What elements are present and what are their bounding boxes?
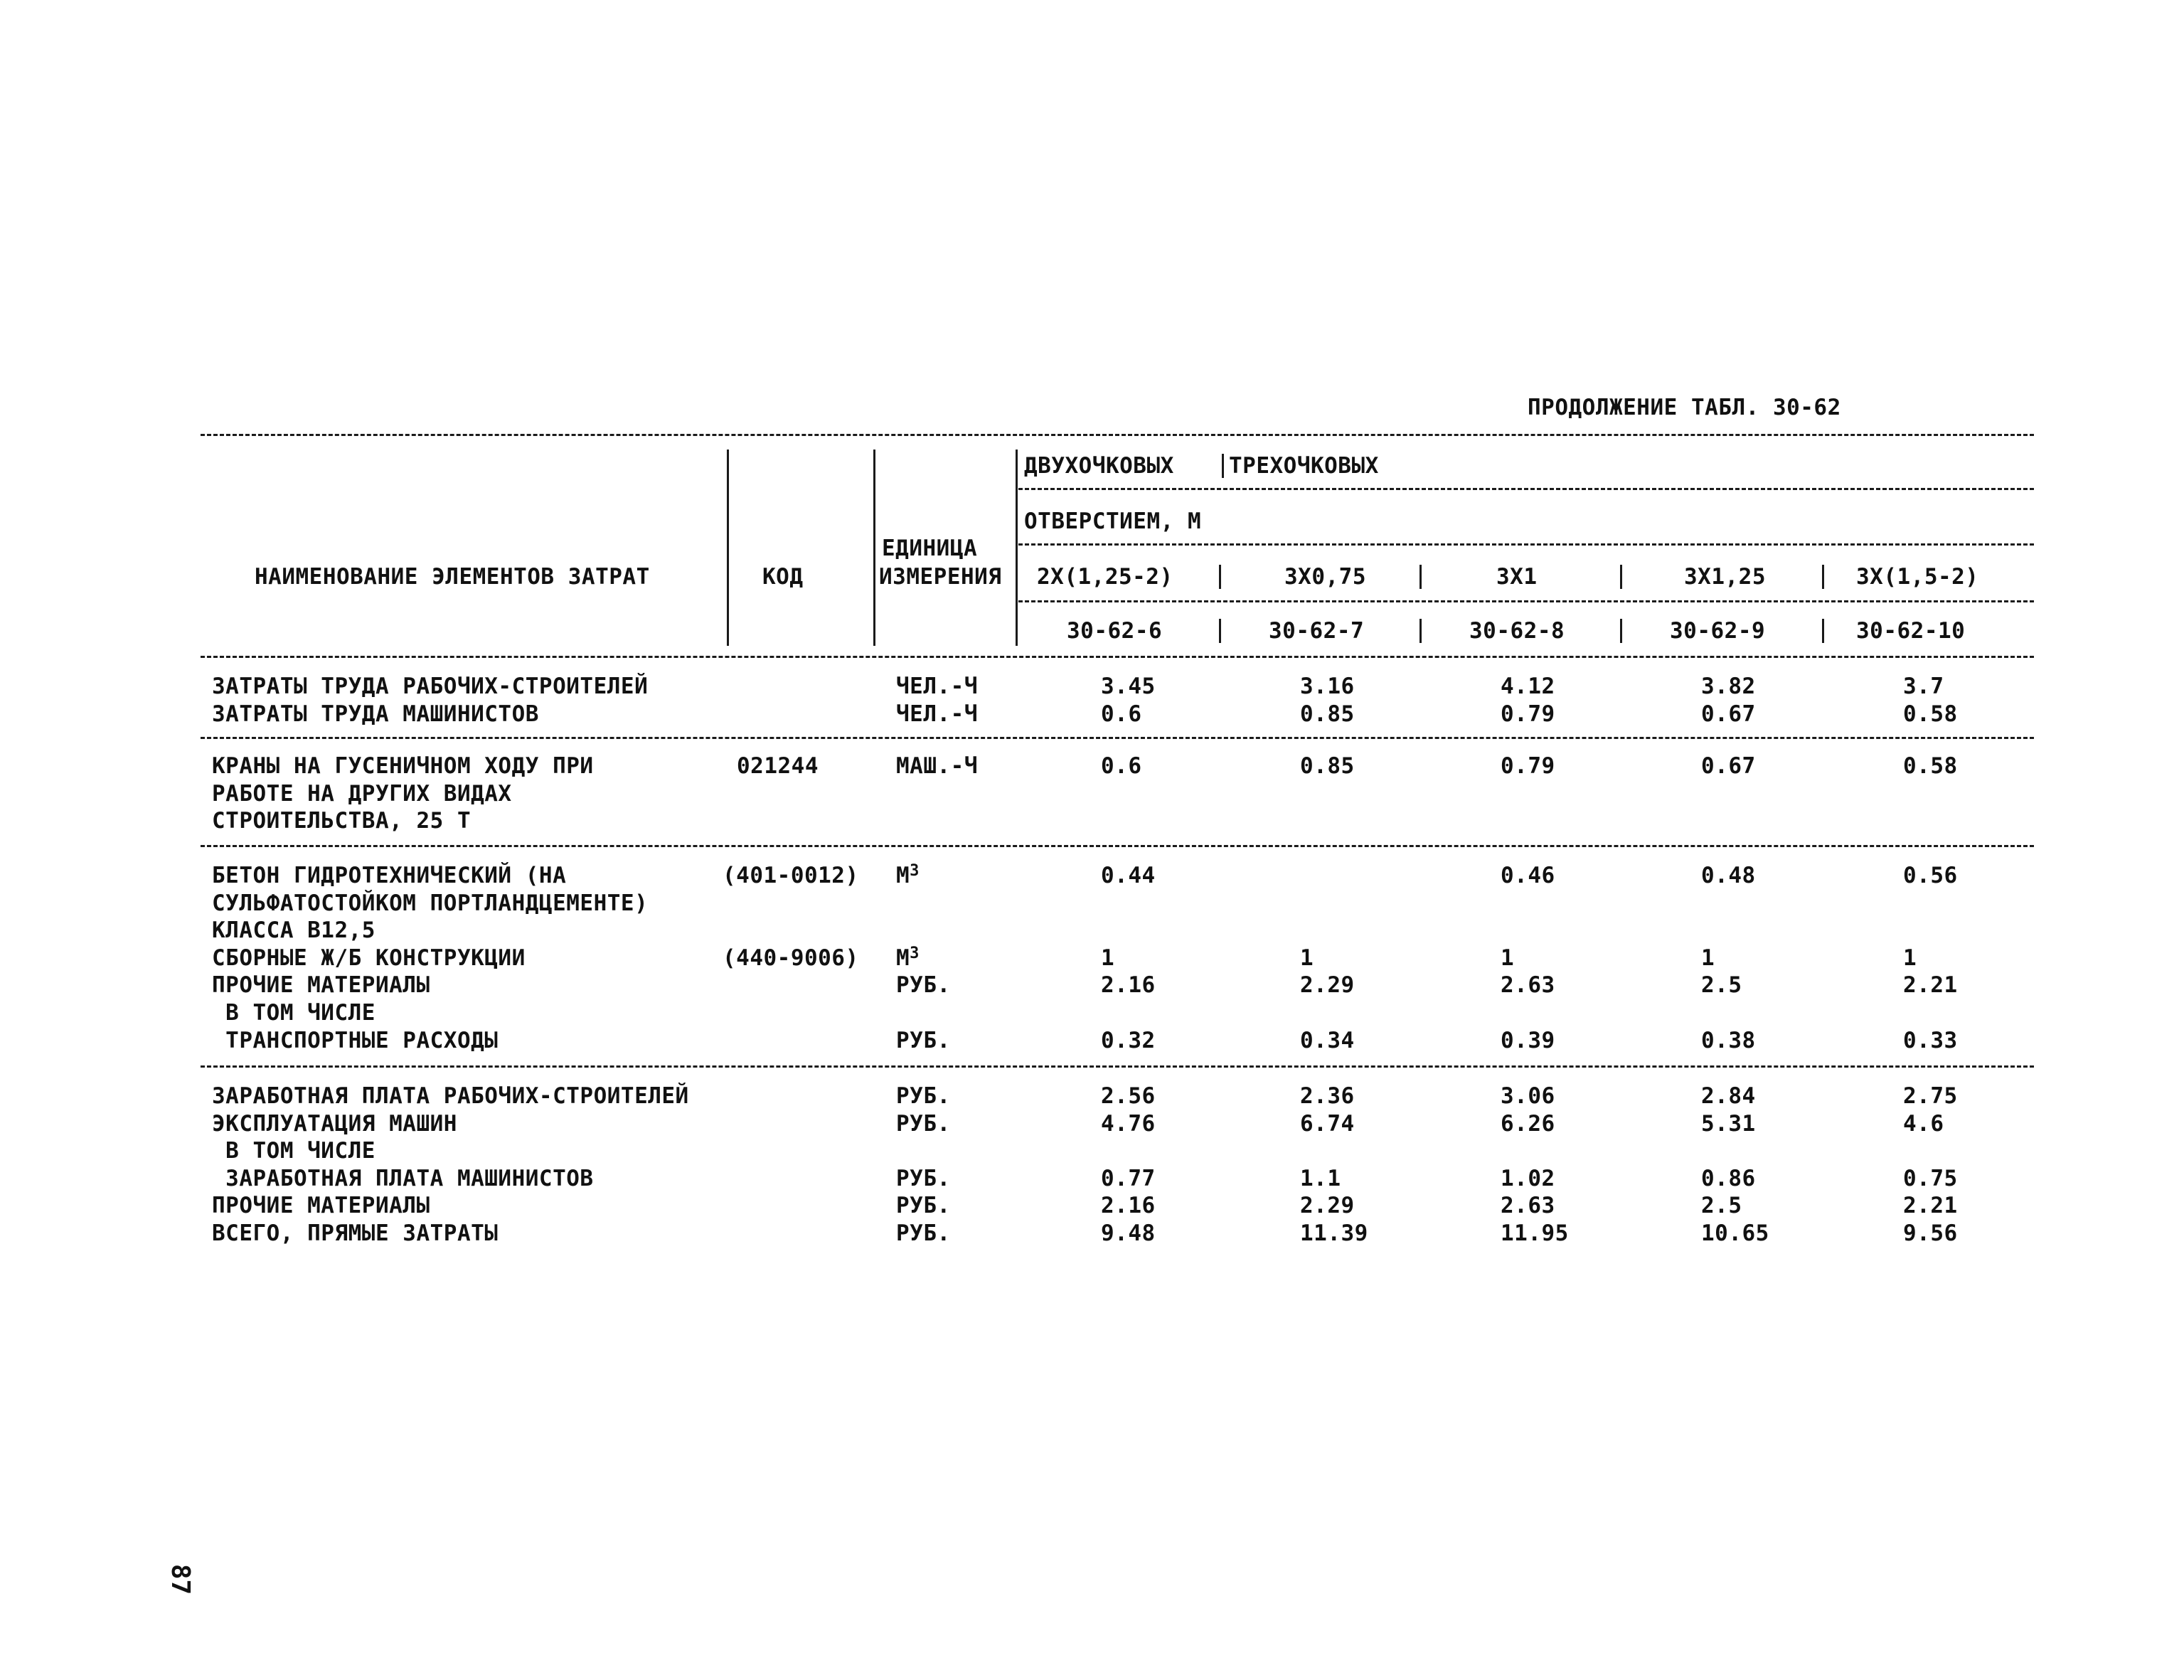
size-sep-4 bbox=[1822, 565, 1824, 589]
row-value: 3.82 bbox=[1701, 674, 1756, 699]
header-code: 30-62-8 bbox=[1469, 618, 1565, 644]
row-value: 2.21 bbox=[1903, 972, 1958, 998]
row-value: 3.16 bbox=[1300, 674, 1355, 699]
row-value: 0.58 bbox=[1903, 701, 1958, 727]
row-value: 2.75 bbox=[1903, 1083, 1958, 1109]
row-unit: РУБ. bbox=[896, 1166, 951, 1191]
code-sep-2 bbox=[1419, 619, 1422, 643]
row-value: 1 bbox=[1501, 945, 1515, 971]
header-opening: ОТВЕРСТИЕМ, М bbox=[1024, 509, 1202, 534]
row-value: 5.31 bbox=[1701, 1111, 1756, 1137]
size-sep-3 bbox=[1620, 565, 1622, 589]
unit-base: М bbox=[896, 945, 910, 971]
row-unit: РУБ. bbox=[896, 1111, 951, 1137]
row-value: 3.45 bbox=[1101, 674, 1156, 699]
row-unit: ЧЕЛ.-Ч bbox=[896, 701, 978, 727]
row-name: КЛАССА В12,5 bbox=[212, 918, 375, 943]
unit-values-separator bbox=[1016, 450, 1018, 646]
size-sep-1 bbox=[1219, 565, 1221, 589]
header-size: 2Х(1,25-2) bbox=[1037, 564, 1173, 590]
row-unit: РУБ. bbox=[896, 1193, 951, 1218]
row-name: ПРОЧИЕ МАТЕРИАЛЫ bbox=[212, 972, 430, 998]
header-code: 30-62-6 bbox=[1067, 618, 1163, 644]
row-value: 0.46 bbox=[1501, 863, 1555, 888]
section-rule bbox=[201, 737, 2034, 739]
row-value: 0.6 bbox=[1101, 701, 1142, 727]
row-name: БЕТОН ГИДРОТЕХНИЧЕСКИЙ (НА bbox=[212, 863, 567, 888]
row-name: СУЛЬФАТОСТОЙКОМ ПОРТЛАНДЦЕМЕНТЕ) bbox=[212, 890, 649, 916]
code-unit-separator bbox=[873, 450, 875, 646]
header-code: 30-62-7 bbox=[1269, 618, 1365, 644]
row-name: КРАНЫ НА ГУСЕНИЧНОМ ХОДУ ПРИ bbox=[212, 753, 594, 779]
row-value: 0.33 bbox=[1903, 1028, 1958, 1053]
row-value: 4.6 bbox=[1903, 1111, 1944, 1137]
row-value: 2.16 bbox=[1101, 972, 1156, 998]
row-value: 2.29 bbox=[1300, 1193, 1355, 1218]
row-value: 2.5 bbox=[1701, 972, 1742, 998]
header-size: 3Х1 bbox=[1496, 564, 1538, 590]
row-value: 0.86 bbox=[1701, 1166, 1756, 1191]
row-name: ВСЕГО, ПРЯМЫЕ ЗАТРАТЫ bbox=[212, 1221, 499, 1246]
row-name: ЗАТРАТЫ ТРУДА МАШИНИСТОВ bbox=[212, 701, 539, 727]
code-sep-1 bbox=[1219, 619, 1221, 643]
row-value: 0.85 bbox=[1300, 753, 1355, 779]
group-rule bbox=[1018, 488, 2034, 490]
header-unit-line2: ИЗМЕРЕНИЯ bbox=[879, 564, 1002, 590]
row-value: 1 bbox=[1300, 945, 1314, 971]
group-separator bbox=[1222, 454, 1224, 478]
header-name-col: НАИМЕНОВАНИЕ ЭЛЕМЕНТОВ ЗАТРАТ bbox=[255, 564, 650, 590]
row-name: В ТОМ ЧИСЛЕ bbox=[212, 1000, 375, 1026]
row-value: 2.5 bbox=[1701, 1193, 1742, 1218]
row-value: 4.76 bbox=[1101, 1111, 1156, 1137]
row-value: 11.95 bbox=[1501, 1221, 1569, 1246]
row-unit bbox=[896, 945, 920, 972]
header-two-eye: ДВУХОЧКОВЫХ bbox=[1024, 453, 1174, 479]
section-rule bbox=[201, 1065, 2034, 1068]
row-value: 0.77 bbox=[1101, 1166, 1156, 1191]
row-value: 0.32 bbox=[1101, 1028, 1156, 1053]
row-value: 11.39 bbox=[1300, 1221, 1368, 1246]
row-value: 0.85 bbox=[1300, 701, 1355, 727]
row-value: 10.65 bbox=[1701, 1221, 1769, 1246]
header-size: 3Х(1,5-2) bbox=[1856, 564, 1979, 590]
row-value: 2.56 bbox=[1101, 1083, 1156, 1109]
row-name: В ТОМ ЧИСЛЕ bbox=[212, 1138, 375, 1164]
row-value: 0.48 bbox=[1701, 863, 1756, 888]
header-top-rule bbox=[201, 434, 2034, 436]
row-name: СБОРНЫЕ Ж/Б КОНСТРУКЦИИ bbox=[212, 945, 526, 971]
row-value: 4.12 bbox=[1501, 674, 1555, 699]
section-rule bbox=[201, 845, 2034, 847]
row-value: 9.56 bbox=[1903, 1221, 1958, 1246]
row-value: 0.79 bbox=[1501, 753, 1555, 779]
unit-base: М bbox=[896, 863, 910, 888]
row-value: 0.38 bbox=[1701, 1028, 1756, 1053]
row-value: 0.34 bbox=[1300, 1028, 1355, 1053]
row-value: 9.48 bbox=[1101, 1221, 1156, 1246]
row-value: 6.26 bbox=[1501, 1111, 1555, 1137]
header-size: 3Х0,75 bbox=[1284, 564, 1366, 590]
row-value: 0.58 bbox=[1903, 753, 1958, 779]
table-caption: ПРОДОЛЖЕНИЕ ТАБЛ. 30-62 bbox=[1528, 395, 1841, 420]
row-code: (440-9006) bbox=[723, 945, 859, 971]
header-size: 3Х1,25 bbox=[1684, 564, 1766, 590]
header-code: 30-62-9 bbox=[1670, 618, 1766, 644]
row-value: 0.67 bbox=[1701, 753, 1756, 779]
unit-superscript: 3 bbox=[910, 945, 920, 962]
row-name: ЗАРАБОТНАЯ ПЛАТА МАШИНИСТОВ bbox=[212, 1166, 594, 1191]
row-value: 2.29 bbox=[1300, 972, 1355, 998]
name-code-separator bbox=[727, 450, 729, 646]
row-value: 0.39 bbox=[1501, 1028, 1555, 1053]
row-name: ЭКСПЛУАТАЦИЯ МАШИН bbox=[212, 1111, 457, 1137]
row-value: 3.06 bbox=[1501, 1083, 1555, 1109]
row-name: СТРОИТЕЛЬСТВА, 25 Т bbox=[212, 808, 472, 834]
row-name: ЗАРАБОТНАЯ ПЛАТА РАБОЧИХ-СТРОИТЕЛЕЙ bbox=[212, 1083, 689, 1109]
header-code: 30-62-10 bbox=[1856, 618, 1966, 644]
code-sep-3 bbox=[1620, 619, 1622, 643]
row-code: 021244 bbox=[737, 753, 819, 779]
opening-rule bbox=[1018, 543, 2034, 546]
row-value: 0.44 bbox=[1101, 863, 1156, 888]
header-unit-line1: ЕДИНИЦА bbox=[882, 536, 978, 561]
row-value: 2.63 bbox=[1501, 1193, 1555, 1218]
row-value: 1.1 bbox=[1300, 1166, 1341, 1191]
row-value: 0.56 bbox=[1903, 863, 1958, 888]
row-value: 0.75 bbox=[1903, 1166, 1958, 1191]
header-three-eye: ТРЕХОЧКОВЫХ bbox=[1229, 453, 1379, 479]
row-name: ПРОЧИЕ МАТЕРИАЛЫ bbox=[212, 1193, 430, 1218]
row-unit bbox=[896, 862, 920, 889]
row-unit: РУБ. bbox=[896, 1083, 951, 1109]
row-name: ЗАТРАТЫ ТРУДА РАБОЧИХ-СТРОИТЕЛЕЙ bbox=[212, 674, 649, 699]
row-value: 6.74 bbox=[1300, 1111, 1355, 1137]
unit-superscript: 3 bbox=[910, 862, 920, 880]
row-unit: РУБ. bbox=[896, 1221, 951, 1246]
row-value: 2.21 bbox=[1903, 1193, 1958, 1218]
row-value: 1.02 bbox=[1501, 1166, 1555, 1191]
row-unit: РУБ. bbox=[896, 1028, 951, 1053]
code-sep-4 bbox=[1822, 619, 1824, 643]
row-value: 0.6 bbox=[1101, 753, 1142, 779]
row-value: 2.36 bbox=[1300, 1083, 1355, 1109]
row-unit: МАШ.-Ч bbox=[896, 753, 978, 779]
row-value: 2.63 bbox=[1501, 972, 1555, 998]
page-number: 87 bbox=[166, 1563, 196, 1595]
row-value: 1 bbox=[1903, 945, 1917, 971]
row-unit: РУБ. bbox=[896, 972, 951, 998]
header-code-col: КОД bbox=[762, 564, 804, 590]
size-sep-2 bbox=[1419, 565, 1422, 589]
row-value: 1 bbox=[1701, 945, 1715, 971]
row-value: 0.67 bbox=[1701, 701, 1756, 727]
row-code: (401-0012) bbox=[723, 863, 859, 888]
row-unit: ЧЕЛ.-Ч bbox=[896, 674, 978, 699]
row-name: ТРАНСПОРТНЫЕ РАСХОДЫ bbox=[212, 1028, 499, 1053]
row-value: 3.7 bbox=[1903, 674, 1944, 699]
size-rule bbox=[1018, 600, 2034, 602]
row-value: 1 bbox=[1101, 945, 1115, 971]
row-value: 2.16 bbox=[1101, 1193, 1156, 1218]
row-value: 0.79 bbox=[1501, 701, 1555, 727]
header-bottom-rule bbox=[201, 656, 2034, 658]
row-value: 2.84 bbox=[1701, 1083, 1756, 1109]
row-name: РАБОТЕ НА ДРУГИХ ВИДАХ bbox=[212, 781, 512, 807]
